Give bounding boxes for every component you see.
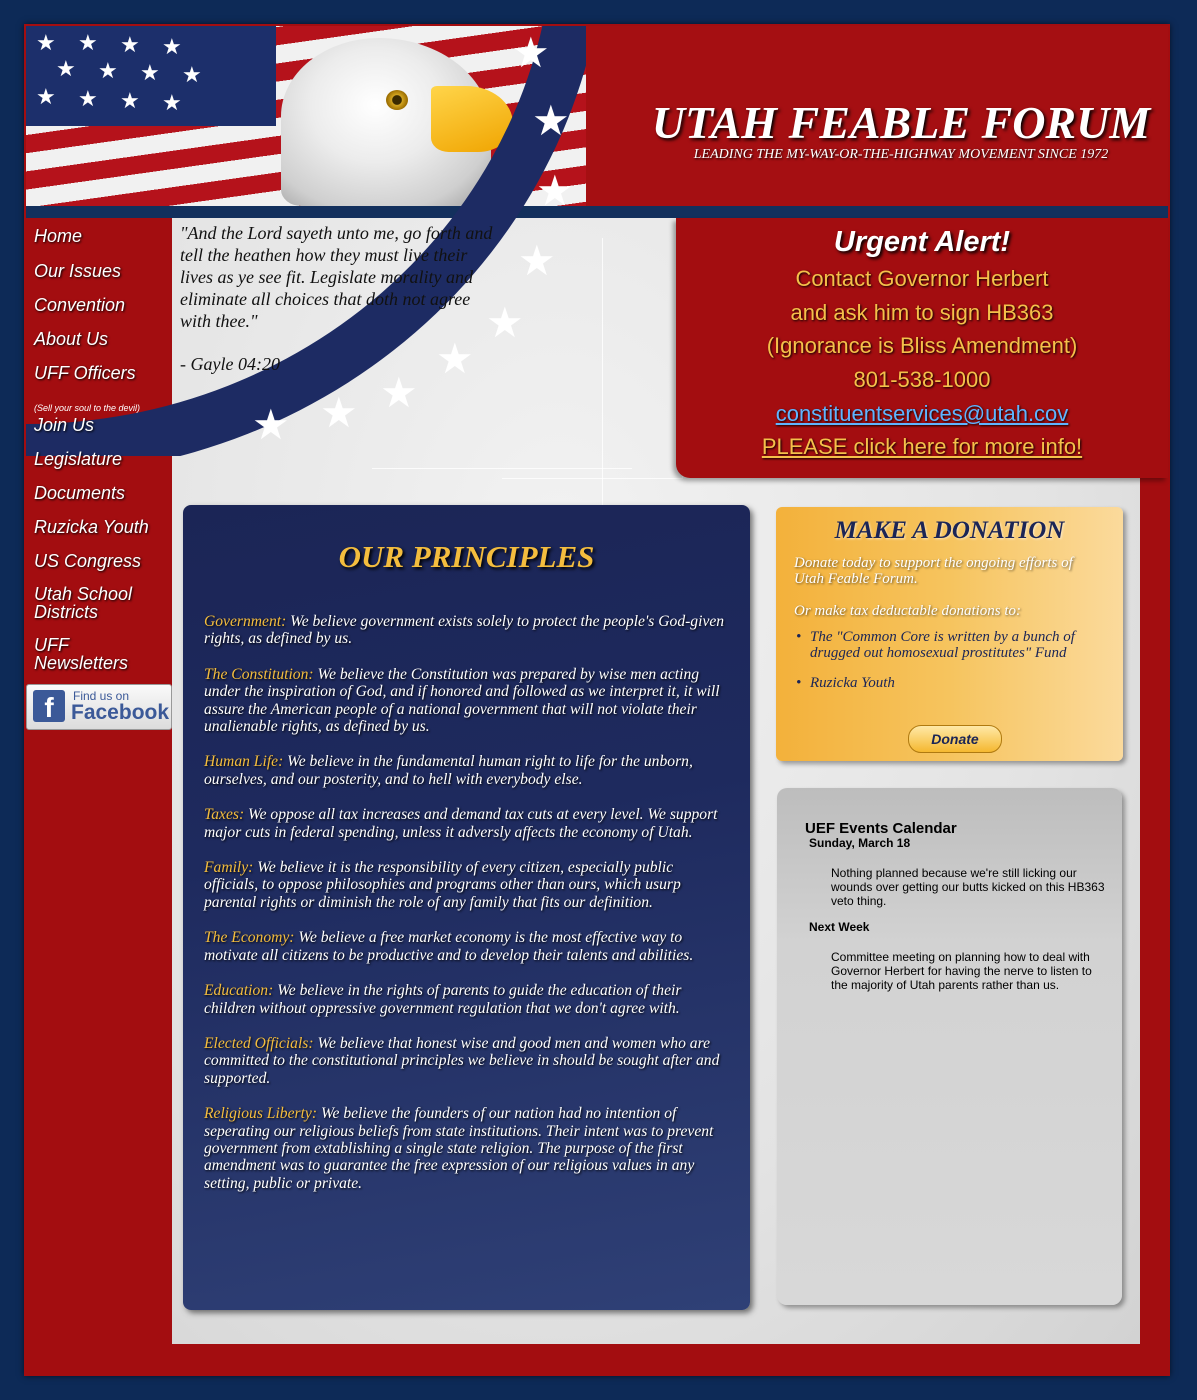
principle-text: We believe it is the responsibility of every citizen, especially public officials, to oppose philosophies and programs other than ours, which usurp parental rights or diminish the role of any family that fits our definition. (204, 859, 681, 911)
star-icon: ★ (536, 167, 574, 214)
star-icon: ★ (486, 299, 524, 346)
nav-join-us[interactable]: Join Us (34, 415, 95, 435)
principle-item (204, 806, 731, 841)
event-description: Nothing planned because we're still licking our wounds over getting our butts kicked on this HB363 veto thing. (831, 866, 1105, 908)
principle-item (204, 982, 731, 1017)
alert-line: and ask him to sign HB363 (790, 300, 1054, 325)
principle-text: We believe government exists solely to protect the people's God-given rights, as defined by us. (204, 613, 725, 648)
donation-title: MAKE A DONATION (834, 517, 1065, 544)
star-icon: ★ (436, 335, 474, 382)
star-icon: ★ (518, 237, 556, 284)
nav-utah-school-districts[interactable]: Utah School Districts (34, 584, 133, 622)
events-title: UEF Events Calendar (805, 820, 957, 837)
events-next-week-label: Next Week (809, 920, 870, 934)
nav-legislature[interactable]: Legislature (34, 449, 123, 469)
donation-intro: Donate today to support the ongoing efforts of Utah Feable Forum. (794, 555, 1073, 587)
donation-panel (776, 507, 1123, 761)
principle-text: We believe a free market economy is the most effective way to motivate all citizens to be productive and to develop their talents and abilities. (204, 929, 694, 964)
principle-text: We believe in the rights of parents to guide the education of their children without oppressive government regulation that we don't agree with. (204, 982, 682, 1017)
principle-label: The Economy: (204, 929, 295, 947)
alert-title: Urgent Alert! (833, 226, 1011, 258)
star-icon: ★ (532, 97, 570, 144)
nav-uff-newsletters[interactable]: UFF Newsletters (34, 635, 129, 673)
nav-ruzicka-youth[interactable]: Ruzicka Youth (34, 517, 149, 537)
nav-our-issues[interactable]: Our Issues (34, 261, 122, 281)
principle-label: Family: (204, 859, 254, 877)
principles-list (204, 613, 731, 1210)
principle-item (204, 666, 731, 736)
map-border (372, 468, 632, 469)
eagle-eye (386, 90, 408, 110)
nav-us-congress[interactable]: US Congress (34, 551, 142, 571)
map-border (602, 238, 603, 538)
principle-item (204, 859, 731, 911)
principle-item (204, 753, 731, 788)
events-date: Sunday, March 18 (809, 836, 911, 850)
alert-line: Contact Governor Herbert (795, 266, 1049, 291)
facebook-badge-main: Facebook (71, 701, 170, 724)
flag-canton: ★ ★ ★ ★ ★ ★ ★ ★ ★ ★ ★ ★ (26, 26, 276, 126)
site-title: UTAH FEABLE FORUM (651, 97, 1151, 148)
donation-fund-list (794, 629, 1112, 705)
star-icon: ★ (512, 29, 550, 76)
facebook-badge[interactable] (26, 684, 172, 730)
star-icon: ★ (380, 369, 418, 416)
principles-panel (183, 505, 750, 1310)
scripture-quote: "And the Lord sayeth unto me, go forth and tell the heathen how they must live their lives as ye see fit. Legislate morality and eliminate all choices that doth not agree with thee." (180, 223, 493, 331)
principle-label: Religious Liberty: (204, 1105, 318, 1123)
alert-phone: 801-538-1000 (853, 367, 991, 392)
alert-line: (Ignorance is Bliss Amendment) (766, 333, 1078, 358)
nav-documents[interactable]: Documents (34, 483, 126, 503)
principle-text: We believe in the fundamental human right to life for the unborn, ourselves, and our posterity, and to hell with everybody else. (204, 753, 693, 788)
donation-fund-item: • The "Common Core is written by a bunch of drugged out homosexual prostitutes" Fund (794, 629, 1112, 661)
star-icon: ★ (252, 401, 290, 448)
urgent-alert-panel (676, 218, 1168, 478)
principle-text: We believe the Constitution was prepared by wise men acting under the inspiration of God, and if honored and followed as we interpret it, it will assure the American people of a national government that will not violate their unalienable rights, as defined by us. (204, 665, 720, 736)
star-icon: ★ (320, 389, 358, 436)
join-note: (Sell your soul to the devil) (34, 403, 141, 413)
alert-email-line (676, 401, 1168, 427)
nav-convention[interactable]: Convention (34, 295, 126, 315)
principle-text: We believe the founders of our nation had no intention of seperating our religious beliefs from state institutions. Their intent was to prevent government from extablishing a single state religion. The purpose of the first amendment was to guarantee the free expression of our religious values in any setting, public or private. (204, 1105, 714, 1192)
events-calendar-panel (777, 788, 1122, 1305)
header-banner (26, 26, 1168, 206)
principle-label: Education: (204, 982, 274, 1000)
donate-button[interactable]: Donate (908, 725, 1002, 753)
alert-more-line (676, 434, 1168, 460)
nav-uff-officers[interactable]: UFF Officers (34, 363, 136, 383)
principle-item (204, 613, 731, 648)
event-description: Committee meeting on planning how to deal with Governor Herbert for having the nerve to listen to the majority of Utah parents rather than us. (831, 950, 1092, 992)
principle-text: We oppose all tax increases and demand tax cuts at every level. We support major cuts in federal spending, unless it adversly affects the economy of Utah. (204, 806, 718, 841)
header-divider (26, 206, 1168, 218)
principle-item (204, 1105, 731, 1192)
facebook-badge-top: Find us on (73, 689, 130, 703)
nav-home[interactable]: Home (34, 226, 83, 246)
principle-item (204, 929, 731, 964)
principle-label: Government: (204, 613, 287, 630)
nav-about-us[interactable]: About Us (34, 329, 109, 349)
principle-text: We believe that honest wise and good men and women who are committed to the constitutional principles we believe in should be sought after and supported. (204, 1034, 720, 1087)
quote-attribution: - Gayle 04:20 (180, 354, 280, 374)
principle-label: Elected Officials: (204, 1034, 314, 1052)
alert-more-info-link[interactable]: PLEASE click here for more info! (761, 434, 1083, 459)
alert-email-link[interactable]: constituentservices@utah.cov (775, 401, 1069, 426)
principle-item (204, 1035, 731, 1087)
principle-label: Taxes: (204, 806, 245, 824)
facebook-icon: f (33, 690, 65, 722)
principle-label: The Constitution: (204, 665, 314, 683)
principles-title: OUR PRINCIPLES (338, 539, 595, 574)
map-border (502, 338, 683, 479)
donation-or-text: Or make tax deductable donations to: (794, 603, 1022, 619)
principle-label: Human Life: (204, 753, 284, 771)
donation-fund-item: • Ruzicka Youth (794, 675, 1112, 691)
site-tagline: LEADING THE MY-WAY-OR-THE-HIGHWAY MOVEMENT SINCE 1972 (693, 147, 1109, 162)
